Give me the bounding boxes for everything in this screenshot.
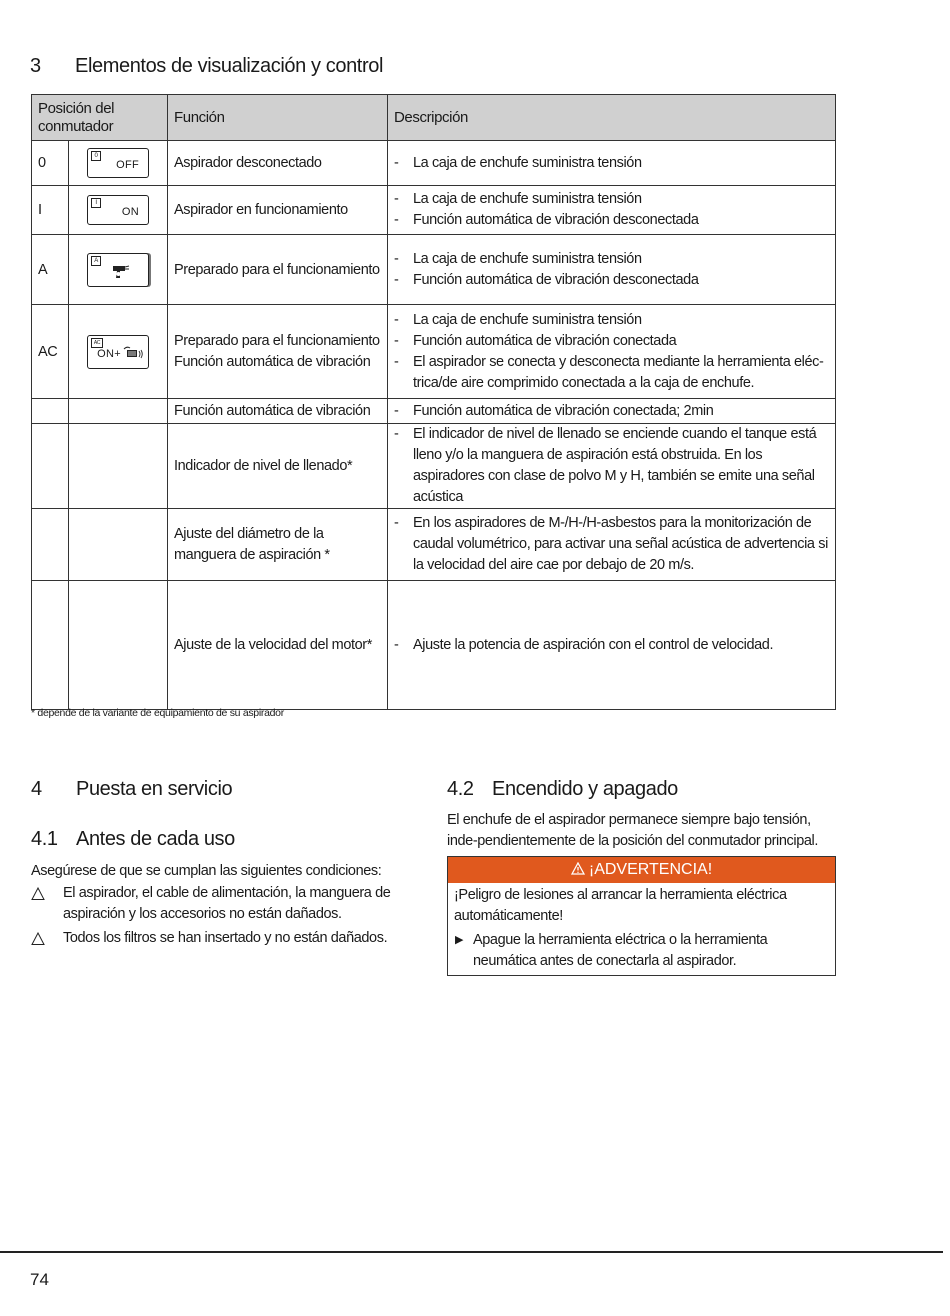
description-item: - Función automática de vibración conectada; 2min	[394, 401, 829, 422]
function-cell: Indicador de nivel de llenado*	[168, 424, 388, 509]
description-item: - Función automática de vibración desconectada	[394, 210, 829, 231]
description-item: - La caja de enchufe suministra tensión	[394, 153, 829, 174]
table-row	[32, 509, 836, 581]
section-title: Encendido y apagado	[492, 778, 678, 800]
function-cell: Aspirador en funcionamiento	[168, 186, 388, 235]
position-cell: I	[32, 186, 69, 235]
function-cell: Aspirador desconectado	[168, 141, 388, 186]
list-item-text: Todos los filtros se han insertado y no están dañados.	[63, 930, 388, 946]
description-cell	[388, 424, 836, 509]
switch-cell	[69, 141, 168, 186]
table-header-row	[32, 95, 836, 141]
switch-mark: 0	[91, 151, 101, 161]
function-cell: Preparado para el funcionamiento Función automática de vibración	[168, 305, 388, 399]
table-row	[32, 581, 836, 710]
function-cell: Ajuste de la velocidad del motor*	[168, 581, 388, 710]
description-item: - El indicador de nivel de llenado se enciende cuando el tanque está lleno y/o la manguera de aspiración está obstruida. En los aspiradores con clase de polvo M y H, también se emite una señal acústica	[394, 424, 829, 508]
section-4-1-heading	[31, 828, 235, 851]
position-cell	[32, 581, 69, 710]
warning-action	[454, 930, 829, 972]
description-cell	[388, 509, 836, 581]
warning-action-text: Apague la herramienta eléctrica o la herramienta neumática antes de conectarla al aspirador.	[473, 932, 768, 969]
description-cell	[388, 235, 836, 305]
switch-cell	[69, 186, 168, 235]
table-row	[32, 305, 836, 399]
table-row	[32, 141, 836, 186]
section-title: Elementos de visualización y control	[75, 55, 383, 77]
description-item: - Función automática de vibración conectada	[394, 331, 829, 352]
page-number: 74	[30, 1270, 49, 1289]
section-number: 4.1	[31, 828, 58, 850]
position-cell: 0	[32, 141, 69, 186]
function-cell: Función automática de vibración	[168, 399, 388, 424]
description-item: - El aspirador se conecta y desconecta mediante la herramienta eléc-trica/de aire comprimido conectada a la caja de enchufe.	[394, 352, 829, 394]
position-cell: AC	[32, 305, 69, 399]
triangle-bullet-icon	[31, 928, 45, 953]
switch-cell	[69, 509, 168, 581]
switch-mark: A	[91, 256, 101, 266]
warning-text: ¡Peligro de lesiones al arrancar la herramienta eléctrica automáticamente!	[454, 887, 787, 924]
description-cell	[388, 399, 836, 424]
description-item: - La caja de enchufe suministra tensión	[394, 189, 829, 210]
arrow-bullet-icon: ▶	[455, 934, 464, 946]
description-cell	[388, 186, 836, 235]
triangle-bullet-icon	[31, 883, 45, 908]
description-item: - La caja de enchufe suministra tensión	[394, 310, 829, 331]
description-cell	[388, 305, 836, 399]
table-row	[32, 399, 836, 424]
switch-mark: AC	[91, 338, 103, 348]
footnote: * depende de la variante de equipamiento de su aspirador	[31, 707, 284, 719]
switch-auto-tool-icon	[87, 253, 149, 287]
section-4-1-intro: Asegúrese de que se cumplan las siguientes condiciones:	[31, 863, 382, 879]
switch-cell	[69, 424, 168, 509]
warning-body	[448, 883, 835, 975]
description-item: - Función automática de vibración desconectada	[394, 270, 829, 291]
table-row	[32, 424, 836, 509]
section-4-heading	[31, 778, 232, 801]
list-item	[31, 928, 391, 949]
section-title: Puesta en servicio	[76, 778, 233, 800]
position-cell	[32, 509, 69, 581]
condition-list	[31, 883, 391, 952]
section-title: Antes de cada uso	[76, 828, 235, 850]
position-cell: A	[32, 235, 69, 305]
switch-cell	[69, 235, 168, 305]
section-number: 4.2	[447, 778, 474, 800]
list-item-text: El aspirador, el cable de alimentación, la manguera de aspiración y los accesorios no están dañados.	[63, 885, 391, 922]
header-description: Descripción	[388, 95, 836, 141]
section-3-heading	[30, 55, 383, 78]
switch-label: ON+	[97, 347, 121, 360]
header-position: Posición del conmutador	[32, 95, 168, 141]
section-number: 4	[31, 778, 42, 800]
section-number: 3	[30, 55, 41, 77]
switch-label: ON	[121, 206, 139, 218]
switch-cell	[69, 581, 168, 710]
description-item: - Ajuste la potencia de aspiración con el control de velocidad.	[394, 635, 829, 656]
description-item: - La caja de enchufe suministra tensión	[394, 249, 829, 270]
function-cell: Ajuste del diámetro de la manguera de aspiración *	[168, 509, 388, 581]
filter-vibration-icon	[122, 345, 144, 361]
switch-mark: I	[91, 198, 101, 208]
warning-title: ¡ADVERTENCIA!	[588, 861, 713, 878]
list-item	[31, 883, 391, 925]
table-row	[32, 186, 836, 235]
section-4-2-text: El enchufe de el aspirador permanece siempre bajo tensión, inde-pendientemente de la posición del conmutador principal.	[447, 812, 818, 849]
section-4-2-heading	[447, 778, 678, 801]
table-row	[32, 235, 836, 305]
warning-triangle-icon	[571, 862, 585, 875]
position-cell	[32, 399, 69, 424]
description-cell	[388, 141, 836, 186]
position-cell	[32, 424, 69, 509]
description-cell	[388, 581, 836, 710]
switch-off-icon	[87, 148, 149, 178]
function-cell: Preparado para el funcionamiento	[168, 235, 388, 305]
switch-on-icon	[87, 195, 149, 225]
header-function: Función	[168, 95, 388, 141]
warning-box	[447, 856, 836, 976]
switch-cell	[69, 399, 168, 424]
control-elements-table	[31, 94, 836, 710]
footer-rule	[0, 1251, 943, 1253]
warning-header	[448, 857, 835, 883]
power-tool-icon	[110, 263, 130, 281]
switch-on-auto-clean-icon	[87, 335, 149, 369]
description-item: - En los aspiradores de M-/H-/H-asbestos para la monitorización de caudal volumétrico, para activar una señal acústica de advertencia si la velocidad del aire cae por debajo de 20 m/s.	[394, 513, 829, 576]
switch-label: OFF	[116, 159, 139, 171]
switch-cell	[69, 305, 168, 399]
